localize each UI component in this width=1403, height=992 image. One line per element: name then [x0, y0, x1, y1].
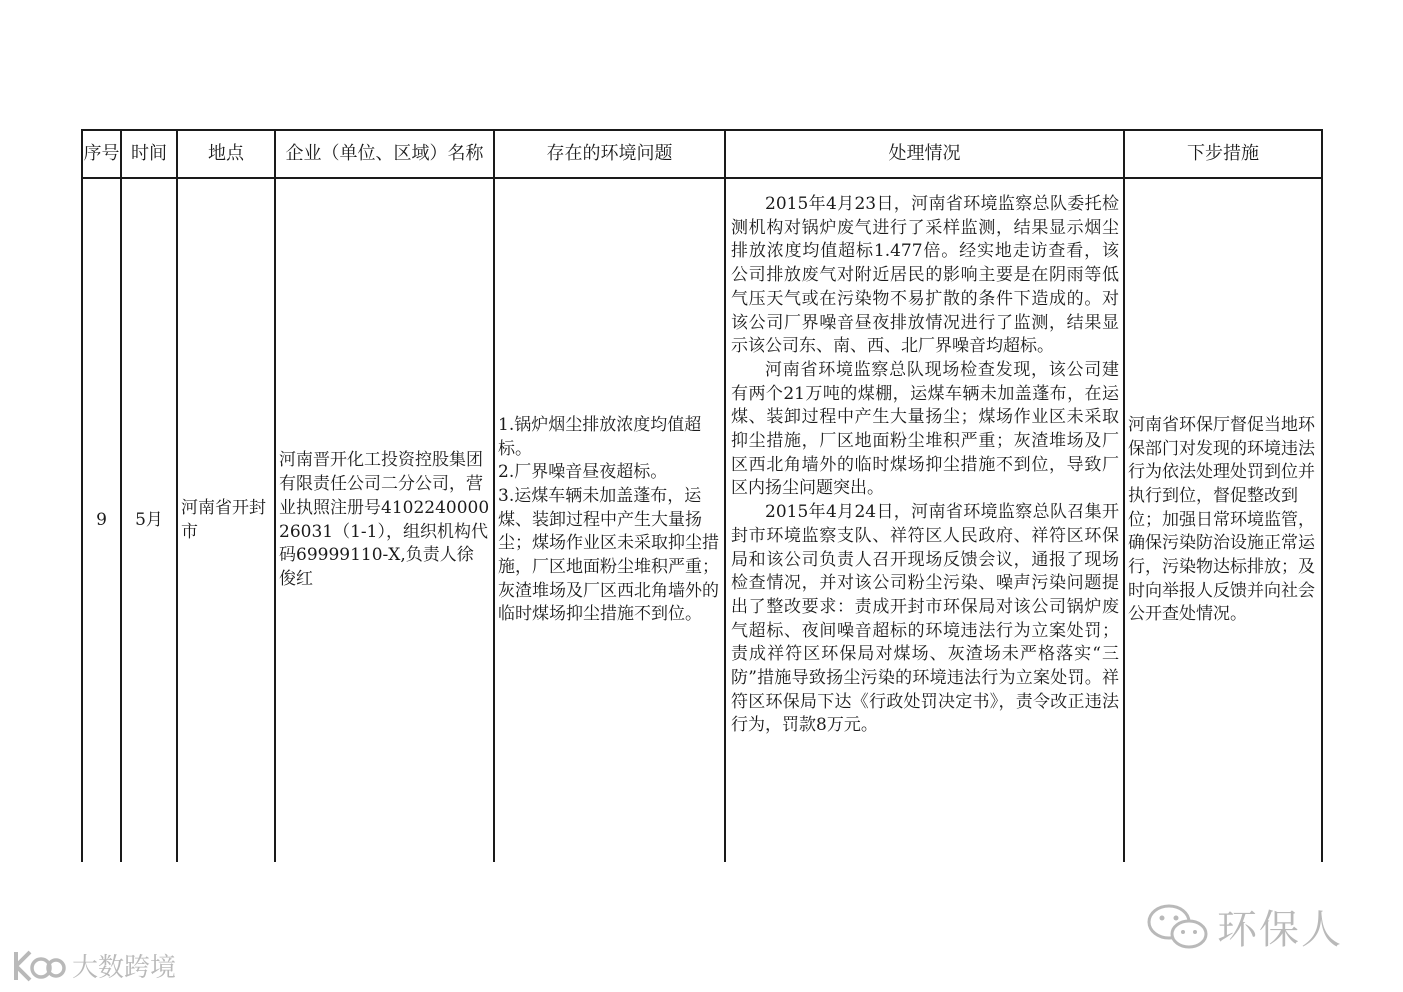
header-problem: 存在的环境问题 [494, 130, 725, 178]
k-logo-icon [10, 948, 66, 984]
cell-time: 5月 [121, 178, 177, 862]
watermark-left-text: 大数跨境 [72, 953, 177, 983]
watermark-right-text: 环保人 [1217, 907, 1343, 953]
header-next: 下步措施 [1124, 130, 1322, 178]
header-place: 地点 [177, 130, 275, 178]
header-seq: 序号 [82, 130, 121, 178]
watermark-left [10, 947, 176, 984]
cell-next-steps: 河南省环保厅督促当地环保部门对发现的环境违法行为依法处理处罚到位并执行到位，督促整改到位；加强日常环境监管，确保污染防治设施正常运行，污染物达标排放；及时向举报人反馈并向社会公开查处情况。 [1124, 178, 1322, 862]
processing-paragraph: 2015年4月24日，河南省环境监察总队召集开封市环境监察支队、祥符区人民政府、祥符区环保局和该公司负责人召开现场反馈会议，通报了现场检查情况，并对该公司粉尘污染、噪声污染问题提出了整改要求：责成开封市环保局对该公司锅炉废气超标、夜间噪音超标的环境违法行为立案处罚；责成祥符区环保局对煤场、灰渣场未严格落实“三防”措施导致扬尘污染的环境违法行为立案处罚。祥符区环保局下达《行政处罚决定书》，责令改正违法行为，罚款8万元。 [731, 502, 1119, 736]
problem-item: 3.运煤车辆未加盖蓬布，运煤、装卸过程中产生大量扬尘；煤场作业区未采取抑尘措施，厂区地面粉尘堆积严重；灰渣堆场及厂区西北角墙外的临时煤场抑尘措施不到位。 [498, 485, 719, 625]
cell-place: 河南省开封市 [177, 178, 275, 862]
problem-item: 1.锅炉烟尘排放浓度均值超标。 [498, 414, 702, 459]
cell-seq: 9 [82, 178, 121, 862]
header-time: 时间 [121, 130, 177, 178]
table-header-row [82, 130, 1322, 178]
cell-problem [494, 178, 725, 862]
cell-processing [725, 178, 1124, 862]
wechat-icon [1145, 902, 1211, 952]
header-processing: 处理情况 [725, 130, 1124, 178]
watermark-right [1145, 898, 1343, 955]
problem-item: 2.厂界噪音昼夜超标。 [498, 462, 668, 483]
processing-paragraph: 河南省环境监察总队现场检查发现，该公司建有两个21万吨的煤棚，运煤车辆未加盖蓬布，在运煤、装卸过程中产生大量扬尘；煤场作业区未采取抑尘措施，厂区地面粉尘堆积严重；灰渣堆场及厂区西北角墙外的临时煤场抑尘措施不到位，导致厂区内扬尘问题突出。 [731, 359, 1119, 499]
cell-company: 河南晋开化工投资控股集团有限责任公司二分公司，营业执照注册号410224000026031（1-1），组织机构代码69999110-X,负责人徐俊红 [275, 178, 494, 862]
table-row [82, 178, 1322, 862]
header-company: 企业（单位、区域）名称 [275, 130, 494, 178]
report-table [81, 129, 1323, 862]
processing-paragraph: 2015年4月23日，河南省环境监察总队委托检测机构对锅炉废气进行了采样监测，结果显示烟尘排放浓度均值超标1.477倍。经实地走访查看，该公司排放废气对附近居民的影响主要是在阴雨等低气压天气或在污染物不易扩散的条件下造成的。对该公司厂界噪音昼夜排放情况进行了监测，结果显示该公司东、南、西、北厂界噪音均超标。 [731, 194, 1119, 357]
